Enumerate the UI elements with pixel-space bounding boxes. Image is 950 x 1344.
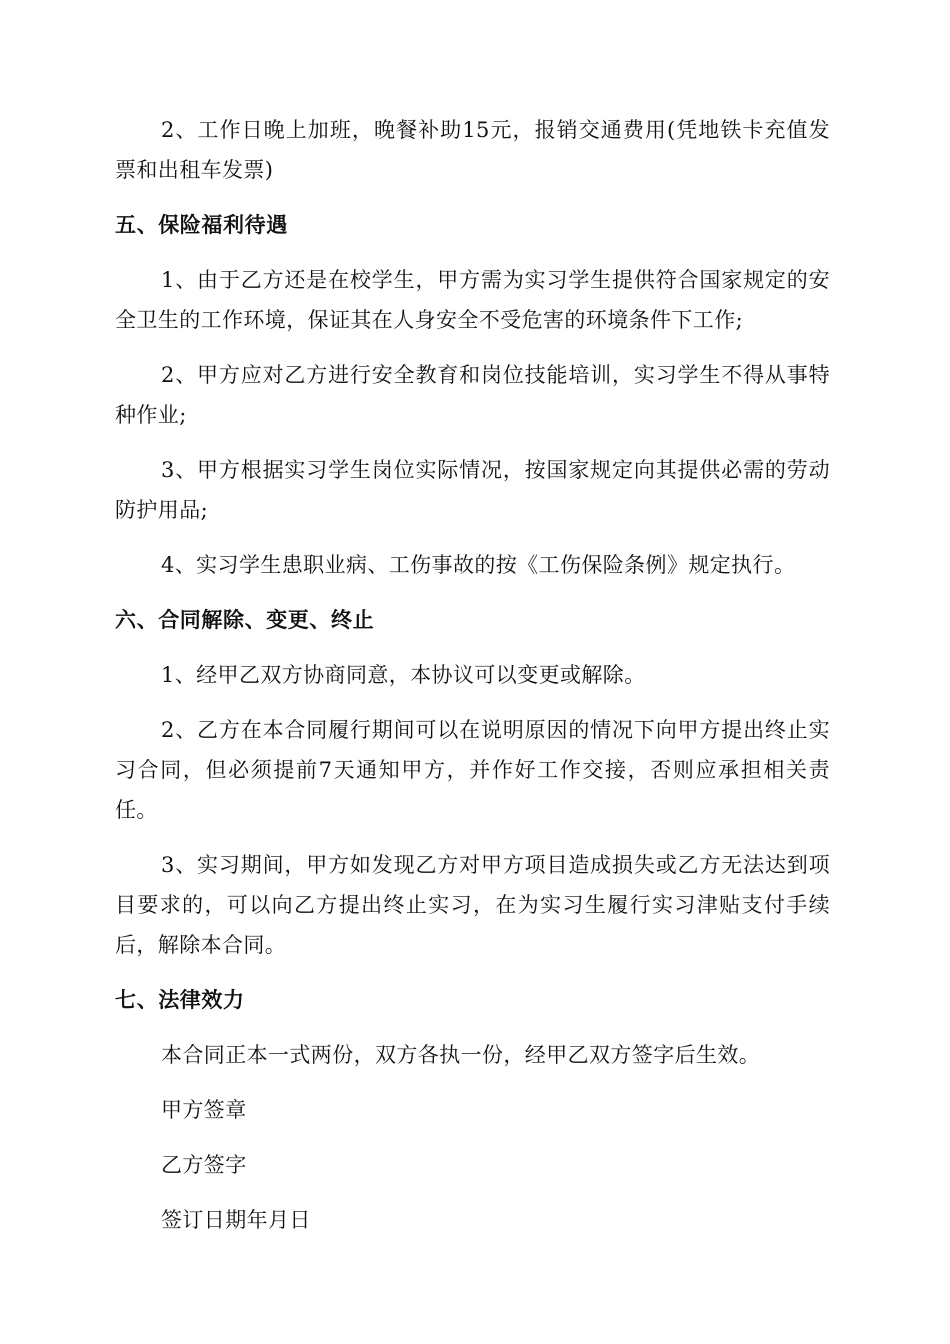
clause-5-1: 1、由于乙方还是在校学生，甲方需为实习学生提供符合国家规定的安全卫生的工作环境，保证其在人身安全不受危害的环境条件下工作; — [115, 268, 830, 332]
party-a-seal-line: 甲方签章 — [161, 1098, 247, 1122]
clause-overtime-meal: 2、工作日晚上加班，晚餐补助15元，报销交通费用(凭地铁卡充值发票和出租车发票) — [115, 118, 830, 182]
clause-7-1: 本合同正本一式两份，双方各执一份，经甲乙双方签字后生效。 — [161, 1043, 761, 1067]
clause-5-4: 4、实习学生患职业病、工伤事故的按《工伤保险条例》规定执行。 — [161, 553, 796, 577]
clause-5-3: 3、甲方根据实习学生岗位实际情况，按国家规定向其提供必需的劳动防护用品; — [115, 458, 830, 522]
document-body — [115, 110, 830, 1255]
party-b-signature-line: 乙方签字 — [161, 1153, 247, 1177]
section-5-heading: 五、保险福利待遇 — [115, 213, 288, 237]
signing-date-line: 签订日期年月日 — [161, 1208, 311, 1232]
section-6-heading: 六、合同解除、变更、终止 — [115, 608, 375, 632]
clause-6-2: 2、乙方在本合同履行期间可以在说明原因的情况下向甲方提出终止实习合同，但必须提前7天通知甲方，并作好工作交接，否则应承担相关责任。 — [115, 718, 830, 822]
clause-6-1: 1、经甲乙双方协商同意，本协议可以变更或解除。 — [161, 663, 646, 687]
section-7-heading: 七、法律效力 — [115, 988, 245, 1012]
clause-5-2: 2、甲方应对乙方进行安全教育和岗位技能培训，实习学生不得从事特种作业; — [115, 363, 830, 427]
clause-6-3: 3、实习期间，甲方如发现乙方对甲方项目造成损失或乙方无法达到项目要求的，可以向乙方提出终止实习，在为实习生履行实习津贴支付手续后，解除本合同。 — [115, 853, 830, 957]
